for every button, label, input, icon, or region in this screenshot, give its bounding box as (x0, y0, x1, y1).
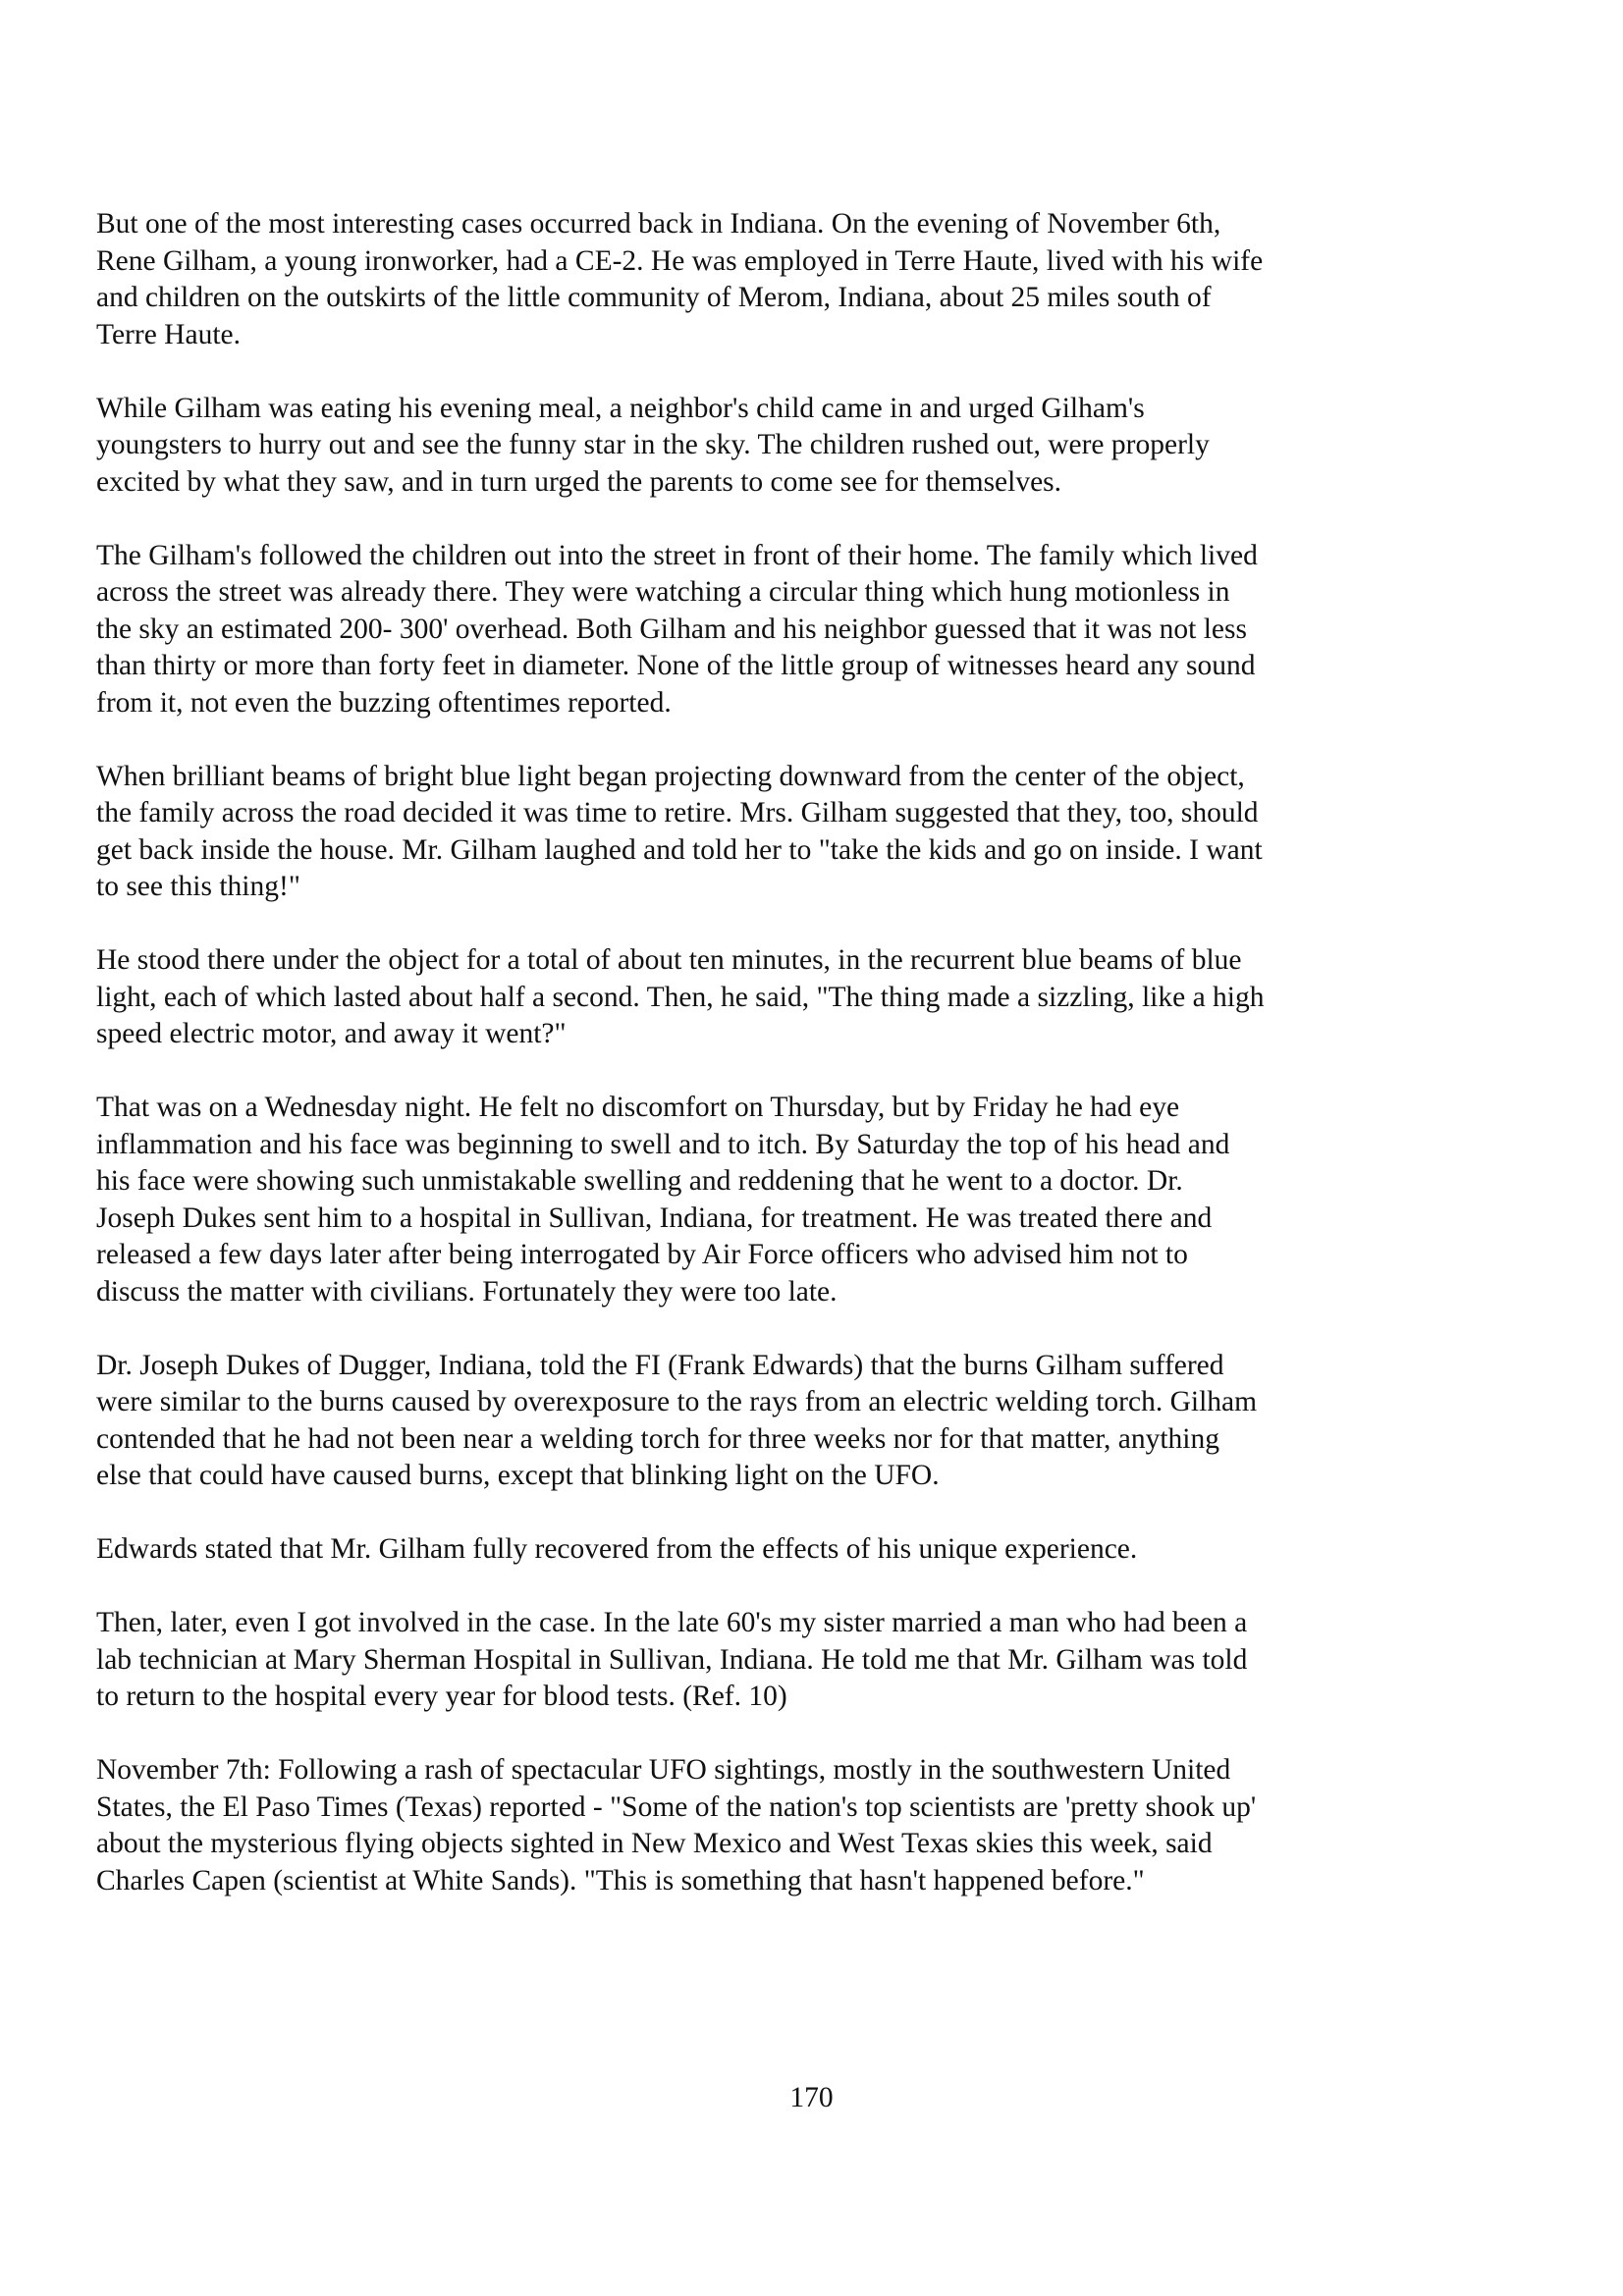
text-line: get back inside the house. Mr. Gilham laughed and told her to "take the kids and go on inside. I want (96, 833, 1263, 866)
text-line: Joseph Dukes sent him to a hospital in Sullivan, Indiana, for treatment. He was treated there and (96, 1201, 1213, 1234)
text-line: than thirty or more than forty feet in diameter. None of the little group of witnesses heard any sound (96, 650, 1256, 681)
text-line: across the street was already there. They were watching a circular thing which hung motionless in (96, 576, 1230, 608)
text-line: discuss the matter with civilians. Fortunately they were too late. (96, 1275, 838, 1308)
text-line: to see this thing!" (96, 871, 300, 902)
paragraph (96, 942, 1412, 1053)
paragraph (96, 538, 1412, 722)
text-line: were similar to the burns caused by overexposure to the rays from an electric welding torch. Gilham (96, 1386, 1258, 1417)
page-number: 170 (789, 2082, 834, 2113)
paragraph (96, 1752, 1412, 1899)
text-line: Charles Capen (scientist at White Sands). "This is something that hasn't happened before." (96, 1864, 1145, 1896)
text-line: The Gilham's followed the children out into the street in front of their home. The family which lived (96, 539, 1258, 571)
text-line: and children on the outskirts of the little community of Merom, Indiana, about 25 miles south of (96, 282, 1212, 313)
text-line: But one of the most interesting cases occurred back in Indiana. On the evening of November 6th, (96, 208, 1221, 240)
text-line: the sky an estimated 200- 300' overhead. Both Gilham and his neighbor guessed that it was not less (96, 613, 1247, 645)
text-line: inflammation and his face was beginning to swell and to itch. By Saturday the top of his head and (96, 1128, 1230, 1160)
body-text (96, 206, 1412, 1937)
text-line: States, the El Paso Times (Texas) reported - "Some of the nation's top scientists are 'pretty shook up' (96, 1790, 1257, 1823)
text-line: speed electric motor, and away it went?" (96, 1018, 567, 1049)
text-line: youngsters to hurry out and see the funny star in the sky. The children rushed out, were properly (96, 429, 1210, 460)
text-line: light, each of which lasted about half a second. Then, he said, "The thing made a sizzling, like a high (96, 981, 1265, 1013)
text-line: November 7th: Following a rash of spectacular UFO sightings, mostly in the southwestern United (96, 1754, 1231, 1786)
paragraph (96, 1531, 1412, 1569)
text-line: to return to the hospital every year for blood tests. (Ref. 10) (96, 1681, 787, 1712)
text-line: about the mysterious flying objects sighted in New Mexico and West Texas skies this week, said (96, 1828, 1213, 1859)
text-line: his face were showing such unmistakable swelling and reddening that he went to a doctor. Dr. (96, 1165, 1183, 1197)
text-line: Dr. Joseph Dukes of Dugger, Indiana, told the FI (Frank Edwards) that the burns Gilham suffered (96, 1349, 1224, 1381)
text-line: else that could have caused burns, except that blinking light on the UFO. (96, 1460, 940, 1491)
text-line: lab technician at Mary Sherman Hospital in Sullivan, Indiana. He told me that Mr. Gilham was told (96, 1643, 1248, 1676)
text-line: released a few days later after being interrogated by Air Force officers who advised him not to (96, 1239, 1188, 1270)
text-line: Then, later, even I got involved in the case. In the late 60's my sister married a man who had been a (96, 1607, 1248, 1638)
paragraph (96, 759, 1412, 906)
paragraph (96, 1090, 1412, 1310)
paragraph (96, 206, 1412, 353)
text-line: When brilliant beams of bright blue light began projecting downward from the center of the object, (96, 760, 1245, 792)
text-line: That was on a Wednesday night. He felt no discomfort on Thursday, but by Friday he had eye (96, 1092, 1180, 1123)
text-line: He stood there under the object for a total of about ten minutes, in the recurrent blue beams of blue (96, 944, 1242, 976)
text-line: contended that he had not been near a welding torch for three weeks nor for that matter, anything (96, 1422, 1219, 1455)
text-line: the family across the road decided it was time to retire. Mrs. Gilham suggested that they, too, should (96, 797, 1259, 828)
paragraph (96, 391, 1412, 502)
text-line: While Gilham was eating his evening meal, a neighbor's child came in and urged Gilham's (96, 392, 1145, 424)
text-line: Rene Gilham, a young ironworker, had a CE-2. He was employed in Terre Haute, lived with his wife (96, 244, 1264, 277)
paragraph (96, 1605, 1412, 1716)
text-line: Terre Haute. (96, 318, 241, 350)
paragraph (96, 1348, 1412, 1495)
text-line: excited by what they saw, and in turn urged the parents to come see for themselves. (96, 465, 1062, 498)
text-line: Edwards stated that Mr. Gilham fully recovered from the effects of his unique experience. (96, 1533, 1138, 1565)
text-line: from it, not even the buzzing oftentimes reported. (96, 686, 672, 719)
